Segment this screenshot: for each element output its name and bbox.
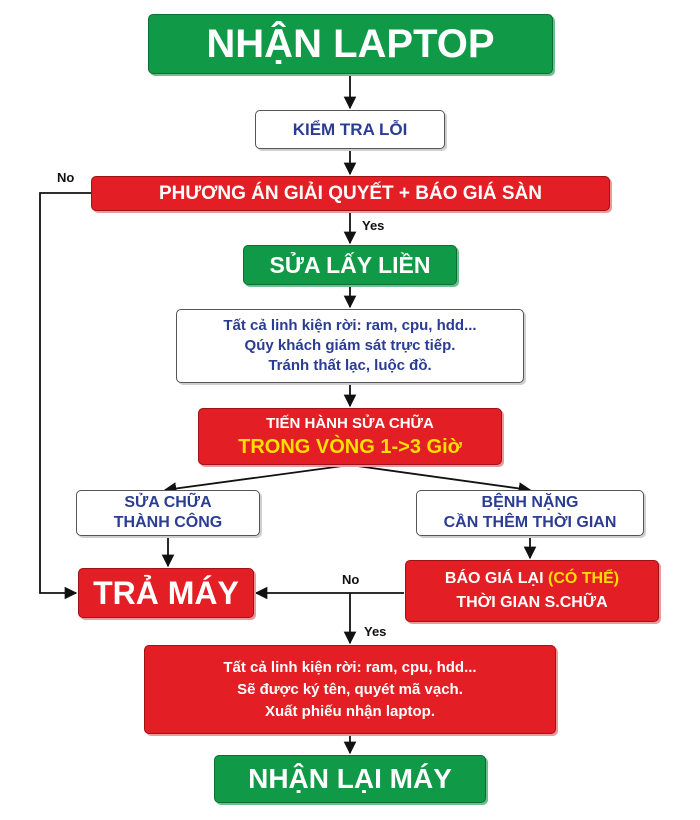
node-receipt — [144, 645, 556, 734]
node-receive-back-text: NHẬN LẠI MÁY — [248, 763, 452, 794]
node-receipt-line: Sẽ được ký tên, quyét mã vạch. — [237, 680, 463, 698]
node-requote-text: BÁO GIÁ LẠI — [444, 570, 548, 587]
edge-repairing-success — [165, 465, 350, 490]
node-quick-fix-text: SỬA LẤY LIỀN — [269, 251, 431, 278]
node-return-laptop-text: TRẢ MÁY — [93, 574, 239, 611]
node-repair-success — [76, 490, 260, 536]
node-repairing-line2: TRONG VÒNG 1->3 Giờ — [238, 435, 462, 458]
node-receive-laptop — [148, 14, 553, 74]
edge-label-yes-requote: Yes — [364, 624, 387, 639]
node-solution-quote — [91, 176, 610, 211]
node-requote — [405, 560, 659, 622]
node-parts-note-line: Tránh thất lạc, luộc đồ. — [268, 357, 432, 374]
node-repairing-line1: TIẾN HÀNH SỬA CHỮA — [266, 414, 434, 432]
edge-label-yes-plan: Yes — [362, 218, 385, 233]
node-repair-success-line: SỬA CHỮA — [124, 494, 212, 511]
node-requote-maybe: (CÓ THỂ) — [548, 570, 620, 587]
node-repairing — [198, 408, 502, 465]
node-repair-success-line: THÀNH CÔNG — [113, 514, 223, 531]
node-parts-note-line: Qúy khách giám sát trực tiếp. — [244, 337, 456, 354]
node-receive-back — [214, 755, 486, 803]
node-serious-issue-line: BỆNH NẶNG — [481, 494, 579, 511]
node-quick-fix — [243, 245, 457, 285]
node-requote-line1 — [445, 567, 619, 591]
edge-repairing-serious — [350, 465, 530, 490]
node-requote-line2: THỜI GIAN S.CHỮA — [456, 594, 608, 611]
node-parts-note — [176, 309, 524, 383]
node-check-error-text: KIỂM TRA LỖI — [292, 119, 408, 139]
node-receive-laptop-text: NHẬN LAPTOP — [206, 21, 495, 66]
edge-label-no-top: No — [57, 170, 75, 185]
node-parts-note-line: Tất cả linh kiện rời: ram, cpu, hdd... — [223, 317, 477, 334]
node-serious-issue-line: CẦN THÊM THỜI GIAN — [443, 514, 617, 531]
node-serious-issue — [416, 490, 644, 536]
edge-label-no-requote: No — [342, 572, 360, 587]
node-check-error — [255, 110, 445, 149]
node-return-laptop — [78, 568, 254, 618]
node-solution-quote-text: PHƯƠNG ÁN GIẢI QUYẾT + BÁO GIÁ SÀN — [159, 182, 542, 204]
node-receipt-line: Tất cả linh kiện rời: ram, cpu, hdd... — [223, 658, 477, 676]
node-receipt-line: Xuất phiếu nhận laptop. — [265, 702, 435, 720]
